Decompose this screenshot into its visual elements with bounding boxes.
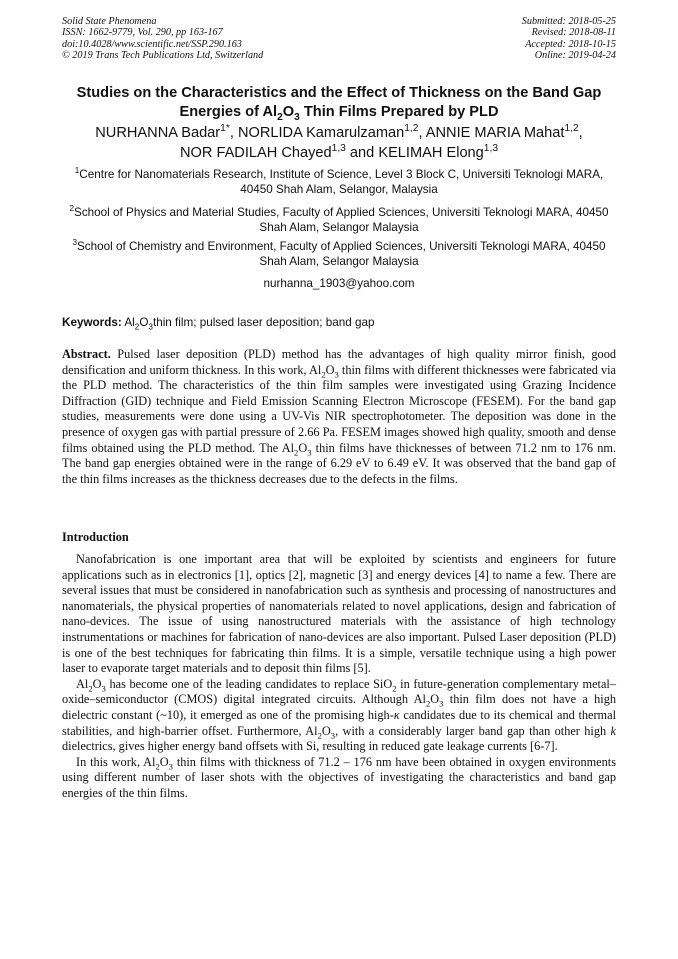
affiliation-3: $^3$School of Chemistry and Environment, Faculty of Applied Sciences, Universiti Teknologi MARA, 40450 Shah Alam, Selangor Malaysia (72, 238, 606, 268)
journal-doi: doi:10.4028/www.scientific.net/SSP.290.163 (62, 38, 242, 50)
author: ANNIE MARIA Mahat (425, 125, 565, 141)
section-heading-introduction: Introduction (62, 530, 129, 544)
author: KELIMAH Elong (378, 144, 484, 161)
journal-issn: ISSN: 1662-9779, Vol. 290, pp 163-167 (62, 27, 223, 39)
author: NOR FADILAH Chayed (179, 144, 332, 161)
affiliation-2: $^2$School of Physics and Material Studies, Faculty of Applied Sciences, Universiti Teknologi MARA, 40450 Shah Alam, Selangor Malaysia (69, 204, 609, 234)
abstract-label: Abstract. (62, 347, 111, 361)
date-accepted: Accepted: 2018-10-15 (525, 38, 616, 50)
author-list: NURHANNA Badar$^{1*}$, NORLIDA Kamarulzaman$^{1,2}$, ANNIE MARIA Mahat$^{1,2}$, NOR FADILAH Chayed$^{1,3}$ and KELIMAH Elong$^{1,3}$ (95, 123, 583, 161)
paragraph: Nanofabrication is one important area that will be exploited by scientists and engineers for future applications such as in electronics [1], optics [2], magnetic [3] and energy devices [4] to name a few. There are several issues that must be considered in nanofabrication such as synthesis and processing of nanostructures and nanomaterials, the physical properties of nanomaterials related to novel applications, design and fabrication of nano-devices. The issue of using nanostructured materials with the assistance of high technology instrumentations or machines for fabrication of nano-devices are also important. Pulsed Laser deposition (PLD) is one of the best techniques for fabricating thin films. It is a simple, versatile technique using a high power laser to evaporate target materials and to deposit thin films [5]. (62, 552, 616, 676)
introduction-body (62, 552, 616, 802)
author-email: nurhanna_1903@yahoo.com (263, 277, 415, 290)
abstract: Abstract. Pulsed laser deposition (PLD) method has the advantages of high quality mirror finish, good densification and uniform thickness. In this work, $Al_2O_3$ thin films with different thicknesses were fabricated via the PLD method. The characteristics of the thin film samples were investigated using Grazing Incidence Diffraction (GID) technique and Field Emission Scanning Electron Microscope (FESEM). For the band gap studies, measurements were done using a UV-Vis NIR spectrophotometer. The deposition was done in the presence of oxygen gas with partial pressure of 2.66 Pa. FESEM images showed high quality, smooth and dense films obtained using the PLD method. The $Al_2O_3$ thin films have thicknesses of between 71.2 nm to 176 nm. The band gap energies obtained were in the range of 6.29 eV to 6.49 eV. It was observed that the band gap of the thin films increases as the thickness decreases due to the defects in the films. (62, 347, 617, 486)
paragraph: In this work, $Al_2O_3$ thin films with thickness of 71.2 – 176 nm have been obtained in oxygen environments using different number of laser shots with the objectives of investigating the characteristics and band gap energies of the thin films. (62, 754, 616, 800)
journal-info (62, 16, 263, 62)
keywords-label: Keywords: (62, 316, 122, 329)
paragraph: $Al_2O_3$ has become one of the leading candidates to replace SiO$_2$ in future-generation complementary metal–oxide–semiconductor (CMOS) digital integrated circuits. Although $Al_2O_3$ thin film does not have a high dielectric constant (~10), it emerged as one of the promising high-κ candidates due to its chemical and thermal stabilities, and high-barrier offset. Furthermore, $Al_2O_3$, with a considerably larger band gap than other high k dielectrics, gives higher energy band offsets with Si, resulting in reduced gate leakage currents [6-7]. (62, 676, 616, 754)
journal-copyright: © 2019 Trans Tech Publications Ltd, Switzerland (62, 50, 264, 62)
affiliation-1: $^1$Centre for Nanomaterials Research, Institute of Science, Level 3 Block C, Universiti Teknologi MARA, 40450 Shah Alam, Selangor, Malaysia (74, 166, 604, 196)
publication-dates (522, 16, 616, 62)
journal-name: Solid State Phenomena (62, 16, 157, 27)
date-submitted: Submitted: 2018-05-25 (521, 16, 616, 27)
date-online: Online: 2019-04-24 (534, 50, 616, 62)
keywords: Keywords: $Al_2O_3thin$ film; pulsed laser deposition; band gap (62, 316, 375, 332)
author: NURHANNA Badar (95, 125, 221, 141)
author: NORLIDA Kamarulzaman (237, 125, 405, 141)
date-revised: Revised: 2018-08-11 (531, 27, 616, 39)
paper-title: Studies on the Characteristics and the Effect of Thickness on the Band Gap Energies of $Al_2O_3$ Thin Films Prepared by PLD (76, 85, 602, 123)
